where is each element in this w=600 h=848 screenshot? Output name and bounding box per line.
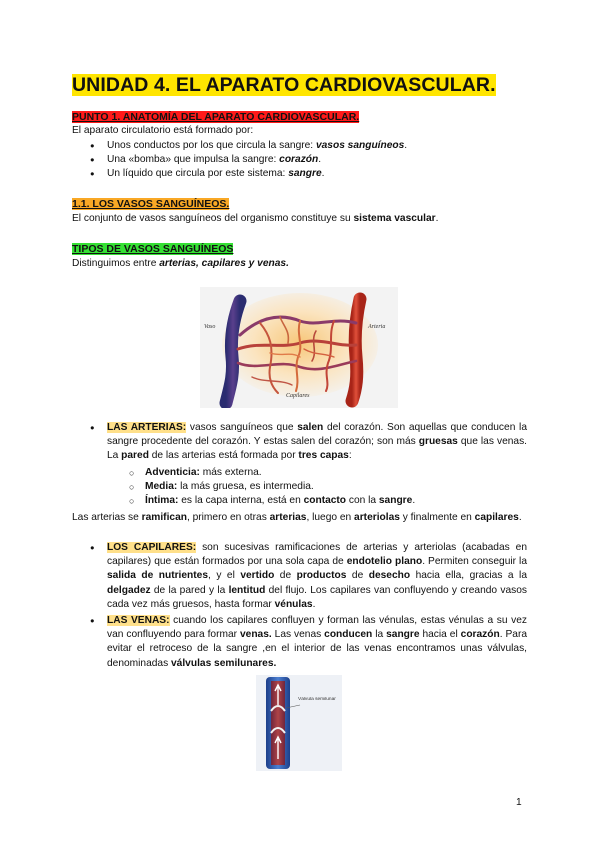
arterias-list <box>107 421 527 464</box>
list-item: ● Unos conductos por los que circula la sangre: vasos sanguíneos. <box>107 139 527 153</box>
venas-list <box>107 614 527 671</box>
page-title: UNIDAD 4. EL APARATO CARDIOVASCULAR. <box>72 74 496 96</box>
list-item: ● Un líquido que circula por este sistema: sangre. <box>107 167 527 181</box>
vein-valve-illustration <box>256 675 342 771</box>
capilares-list <box>107 541 527 612</box>
vein-label: Vaso <box>204 324 216 330</box>
capillary-network-image <box>200 287 398 408</box>
semilunar-valve-image <box>256 675 342 771</box>
ramificacion-paragraph: Las arterias se ramifican, primero en otras arterias, luego en arteriolas y finalmente en capilares. <box>72 512 522 523</box>
artery-label: Arteria <box>368 324 386 330</box>
list-item: ● LAS ARTERIAS: vasos sanguíneos que salen del corazón. Son aquellas que conducen la sangre procedente del corazón. Y estas salen del corazón; son más gruesas que las venas. La pared de las arterias está formada por tres capas: <box>107 421 527 464</box>
list-item: ● Una «bomba» que impulsa la sangre: corazón. <box>107 153 527 167</box>
punto1-intro: El aparato circulatorio está formado por: <box>72 125 254 136</box>
capas-list <box>145 466 525 509</box>
valve-label: Válvula semilunar <box>298 697 336 702</box>
list-item: ○ Media: la más gruesa, es intermedia. <box>145 480 525 494</box>
vasos-text: El conjunto de vasos sanguíneos del organismo constituye su sistema vascular. <box>72 213 439 224</box>
blood-vessels-illustration <box>200 287 398 408</box>
page-number: 1 <box>516 797 522 808</box>
capillaries-label: Capilares <box>286 393 310 399</box>
tipos-text: Distinguimos entre arterias, capilares y venas. <box>72 258 289 269</box>
list-item: ● LOS CAPILARES: son sucesivas ramificaciones de arterias y arteriolas (acabadas en capilares) que están formados por una sola capa de endotelio plano. Permiten conseguir la salida de nutrientes, y el vertido de productos de desecho hacia ella, gracias a la delgadez de la pared y la lentitud del flujo. Los capilares van confluyendo y creando vasos cada vez más gruesos, hasta formar vénulas. <box>107 541 527 612</box>
list-item: ○ Adventicia: más externa. <box>145 466 525 480</box>
punto1-heading: PUNTO 1. ANATOMÍA DEL APARATO CARDIOVASCULAR. <box>72 111 360 123</box>
list-item: ● LAS VENAS: cuando los capilares confluyen y forman las vénulas, estas vénulas a su vez van confluyendo para formar venas. Las venas conducen la sangre hacia el corazón. Para evitar el retroceso de la sangre ,en el interior de las venas encontramos unas válvulas, denominadas válvulas semilunares. <box>107 614 527 671</box>
list-item: ○ Íntima: es la capa interna, está en contacto con la sangre. <box>145 494 525 508</box>
vasos-heading: 1.1. LOS VASOS SANGUÍNEOS. <box>72 198 230 210</box>
tipos-heading: TIPOS DE VASOS SANGUÍNEOS <box>72 243 234 255</box>
punto1-list <box>107 139 527 182</box>
